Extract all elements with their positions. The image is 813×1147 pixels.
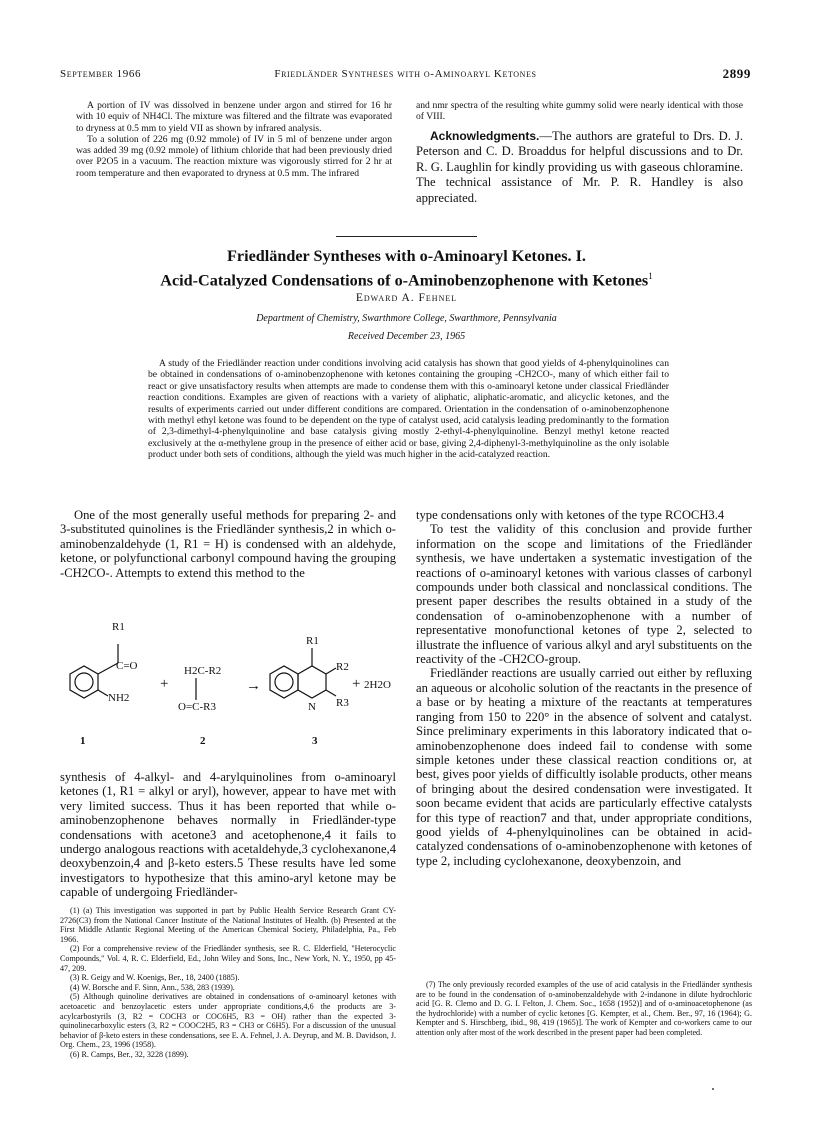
received-date: Received December 23, 1965 <box>347 331 466 342</box>
compound-3-structure <box>270 648 336 698</box>
footnote: (7) The only previously recorded examples of the use of acid catalysis in the Friedländer synthesis are to be found in the condensation of o-aminobenzaldehyde with 2-indanone in dilute hydrochloric acid [G. R. Clemo and D. G. I. Felton, J. Chem. Soc., 1658 (1952)] and of o-aminoacetophenone (as the hydrochloride) with a number of cyclic ketones [G. Kempter, et al., Chem. Ber., 97, 16 (1964); G. Kempter and S. Hirschberg, ibid., 98, 419 (1965)]. The work of Kempter and co-workers came to our attention only after most of the work described in the present paper had been completed. <box>416 980 752 1037</box>
article-separator-rule <box>336 236 477 237</box>
author-name: Edward A. Fehnel <box>355 292 458 304</box>
article-title-line-2 <box>40 266 773 290</box>
scheme-label-methylene: H2C-R2 <box>184 665 222 677</box>
footnotes-left <box>60 906 396 1060</box>
prev-article-paragraph: To a solution of 226 mg (0.92 mmole) of IV in 5 ml of benzene under argon was added 39 mg (0.92 mmole) of lithium chloride that had been previously dried over P2O5 in a vacuum. The reaction mixture was vigorously stirred for 2 hr at room temperature and then evaporated to dryness at 0.5 mm. The infrared <box>76 133 392 179</box>
compound-number-2: 2 <box>200 735 206 747</box>
running-header <box>60 68 751 84</box>
article-title-line-1: Friedländer Syntheses with o-Aminoaryl Ketones. I. <box>227 247 586 265</box>
compound-1-structure <box>70 644 118 698</box>
scheme-label-ketone: O=C-R3 <box>178 701 216 713</box>
scheme-label-R1-product: R1 <box>306 635 319 647</box>
scheme-label-R2: R2 <box>336 661 349 673</box>
body-paragraph: synthesis of 4-alkyl- and 4-arylquinolines from o-aminoaryl ketones (1, R1 = alkyl or aryl), however, appear to have met with very limited success. Thus it has been reported that while o-aminobenzophenone behaves normally in Friedländer-type condensations with acetone3 and acetophenone,4 it fails to undergo analogous reactions with acetaldehyde,3 cyclohexanone,4 deoxybenzoin,4 and β-keto esters.5 These results have led some investigators to hypothesize that this amino-aryl ketone may be capable of undergoing Friedländer- <box>60 770 396 900</box>
prev-article-left-column <box>76 100 392 179</box>
article-title-text: Acid-Catalyzed Condensations of o-Aminobenzophenone with Ketones <box>160 271 649 290</box>
scheme-label-ring-N: N <box>308 701 316 713</box>
footnote: (4) W. Borsche and F. Sinn, Ann., 538, 283 (1939). <box>70 982 235 992</box>
body-paragraph: type condensations only with ketones of the type RCOCH3.4 <box>416 508 725 522</box>
body-right-column <box>416 508 752 868</box>
body-paragraph: Friedländer reactions are usually carried out either by refluxing an aqueous or alcoholic solution of the reactants in the presence of a base or by heating a mixture of the reactants at temperatures ranging from 150 to 220° in the absence of solvent and catalyst. Since preliminary experiments in this laboratory indicated that o-aminobenzophenone does indeed fail to condense with some simple ketones under these classical reaction conditions or, at best, gives poor yields of difficultly isolable products, other means of bringing about the desired condensation were investigated. It soon became evident that acids are particularly effective catalysts for this type of reaction7 and that, under appropriate conditions, good yields of 4-phenylquinolines can be obtained in acid-catalyzed condensations of o-aminobenzophenone with ketones of type 2, including cyclohexanone, deoxybenzoin, and <box>416 666 752 868</box>
body-left-column-top <box>60 508 396 580</box>
scheme-arrow: → <box>246 678 261 694</box>
scheme-label-R3: R3 <box>336 697 349 709</box>
acknowledgments <box>416 129 743 207</box>
scheme-label-water: 2H2O <box>364 679 391 691</box>
header-running-title: Friedländer Syntheses with o-Aminoaryl Ketones <box>274 68 537 80</box>
compound-number-3: 3 <box>312 735 318 747</box>
compound-number-1: 1 <box>80 735 86 747</box>
title-footnote-mark: 1 <box>648 271 653 281</box>
author-affiliation: Department of Chemistry, Swarthmore College, Swarthmore, Pennsylvania <box>256 313 557 324</box>
footnote: (1) (a) This investigation was supported in part by Public Health Service Research Grant CY-2726(C3) from the National Cancer Institute of the National Institutes of Health. (b) Presented at the First Middle Atlantic Regional Meeting of the American Chemical Society, Philadelphia, Pa., Feb 1966. <box>60 906 396 944</box>
prev-article-right-column <box>416 100 743 207</box>
body-paragraph: To test the validity of this conclusion and provide further information on the scope and limitations of the Friedländer synthesis, we have undertaken a systematic investigation of the reactions of o-aminoaryl ketones with various classes of carbonyl compounds under both classical and nonclassical conditions. The present paper describes the results obtained in a study of the condensation of o-aminobenzophenone with a number of representative monofunctional ketones of type 2, selected to illustrate the influence of various alkyl and aryl substituents on the reactivity of the -CH2CO-group. <box>416 522 752 667</box>
scheme-plus-sign: + <box>160 676 169 692</box>
acknowledgments-text: —The authors are grateful to Drs. D. J. Peterson and C. D. Broaddus for helpful discussions and to Dr. R. G. Laughlin for kindly providing us with gaseous chloramine. The technical assistance of Mr. P. R. Handley is also appreciated. <box>416 128 743 205</box>
scheme-plus-sign-2: + <box>352 676 361 692</box>
reaction-scheme <box>60 614 408 760</box>
body-paragraph: One of the most generally useful methods for preparing 2- and 3-substituted quinolines is the Friedländer synthesis,2 in which o-aminobenzaldehyde (1, R1 = H) is condensed with an aldehyde, ketone, or polyfunctional carbonyl compound having the grouping -CH2CO-. Attempts to extend this method to the <box>60 508 396 580</box>
scheme-label-carbonyl: C=O <box>116 660 138 672</box>
print-speck <box>712 1088 714 1090</box>
prev-article-paragraph: A portion of IV was dissolved in benzene under argon and stirred for 16 hr with 10 equiv of NH4Cl. The mixture was filtered and the filtrate was evaporated to dryness at 0.5 mm to yield VII as shown by infrared analysis. <box>76 100 392 134</box>
page-number: 2899 <box>722 66 751 81</box>
body-left-column-bottom <box>60 770 396 900</box>
acknowledgments-label: Acknowledgments. <box>430 128 540 143</box>
scheme-label-NH2: NH2 <box>108 692 130 704</box>
footnote: (2) For a comprehensive review of the Friedländer synthesis, see R. C. Elderfield, "Heterocyclic Compounds," Vol. 4, R. C. Elderfield, Ed., John Wiley and Sons, Inc., New York, N. Y., 1950, pp 45-47, 209. <box>60 944 396 973</box>
footnotes-right <box>416 980 752 1038</box>
scheme-label-R1: R1 <box>112 621 125 633</box>
header-date: September 1966 <box>60 68 142 80</box>
footnote: (5) Although quinoline derivatives are obtained in condensations of o-aminoaryl ketones with acetoacetic and benzoylacetic esters under appropriate conditions,4,6 the products are 3-acylcarbostyrils (3, R2 = COCH3 or COC6H5, R3 = OH) rather than the expected 3-quinolinecarboxylic esters (3, R2 = COOC2H5, R3 = CH3 or C6H5). For a discussion of the unusual behavior of β-keto esters in these condensations, see E. A. Fehnel, J. A. Deyrup, and M. B. Davidson, J. Org. Chem., 23, 1996 (1958). <box>60 992 396 1050</box>
footnote: (3) R. Geigy and W. Koenigs, Ber., 18, 2400 (1885). <box>70 973 240 983</box>
abstract: A study of the Friedländer reaction under conditions involving acid catalysis has shown that good yields of 4-phenylquinolines can be obtained in condensations of o-aminobenzophenone with ketones containing the grouping -CH2CO-, many of which either fail to react or give unsatisfactory results when attempts are made to condense them with this o-aminoaryl ketone under classical Friedländer reaction conditions. Examples are given of reactions with a variety of aliphatic, aliphatic-aromatic, and alicyclic ketones, and the results of experiments carried out under different conditions are compared. Orientation in the condensation of o-aminobenzophenone with methyl ethyl ketone was found to be dependent on the type of catalyst used, acid catalysis leading predominantly to the formation of 2,3-dimethyl-4-phenylquinoline and base catalysis giving mostly 2-ethyl-4-phenylquinoline. Benzyl methyl ketone reacted exclusively at the α-methylene group in the presence of either acid or base, giving 2,4-diphenyl-3-methylquinoline as the only isolable product under both sets of conditions, although the yield was much higher in the acid-catalyzed reaction. <box>148 358 669 461</box>
prev-article-continuation: and nmr spectra of the resulting white gummy solid were nearly identical with those of VIII. <box>416 100 743 123</box>
footnote: (6) R. Camps, Ber., 32, 3228 (1899). <box>70 1049 189 1059</box>
